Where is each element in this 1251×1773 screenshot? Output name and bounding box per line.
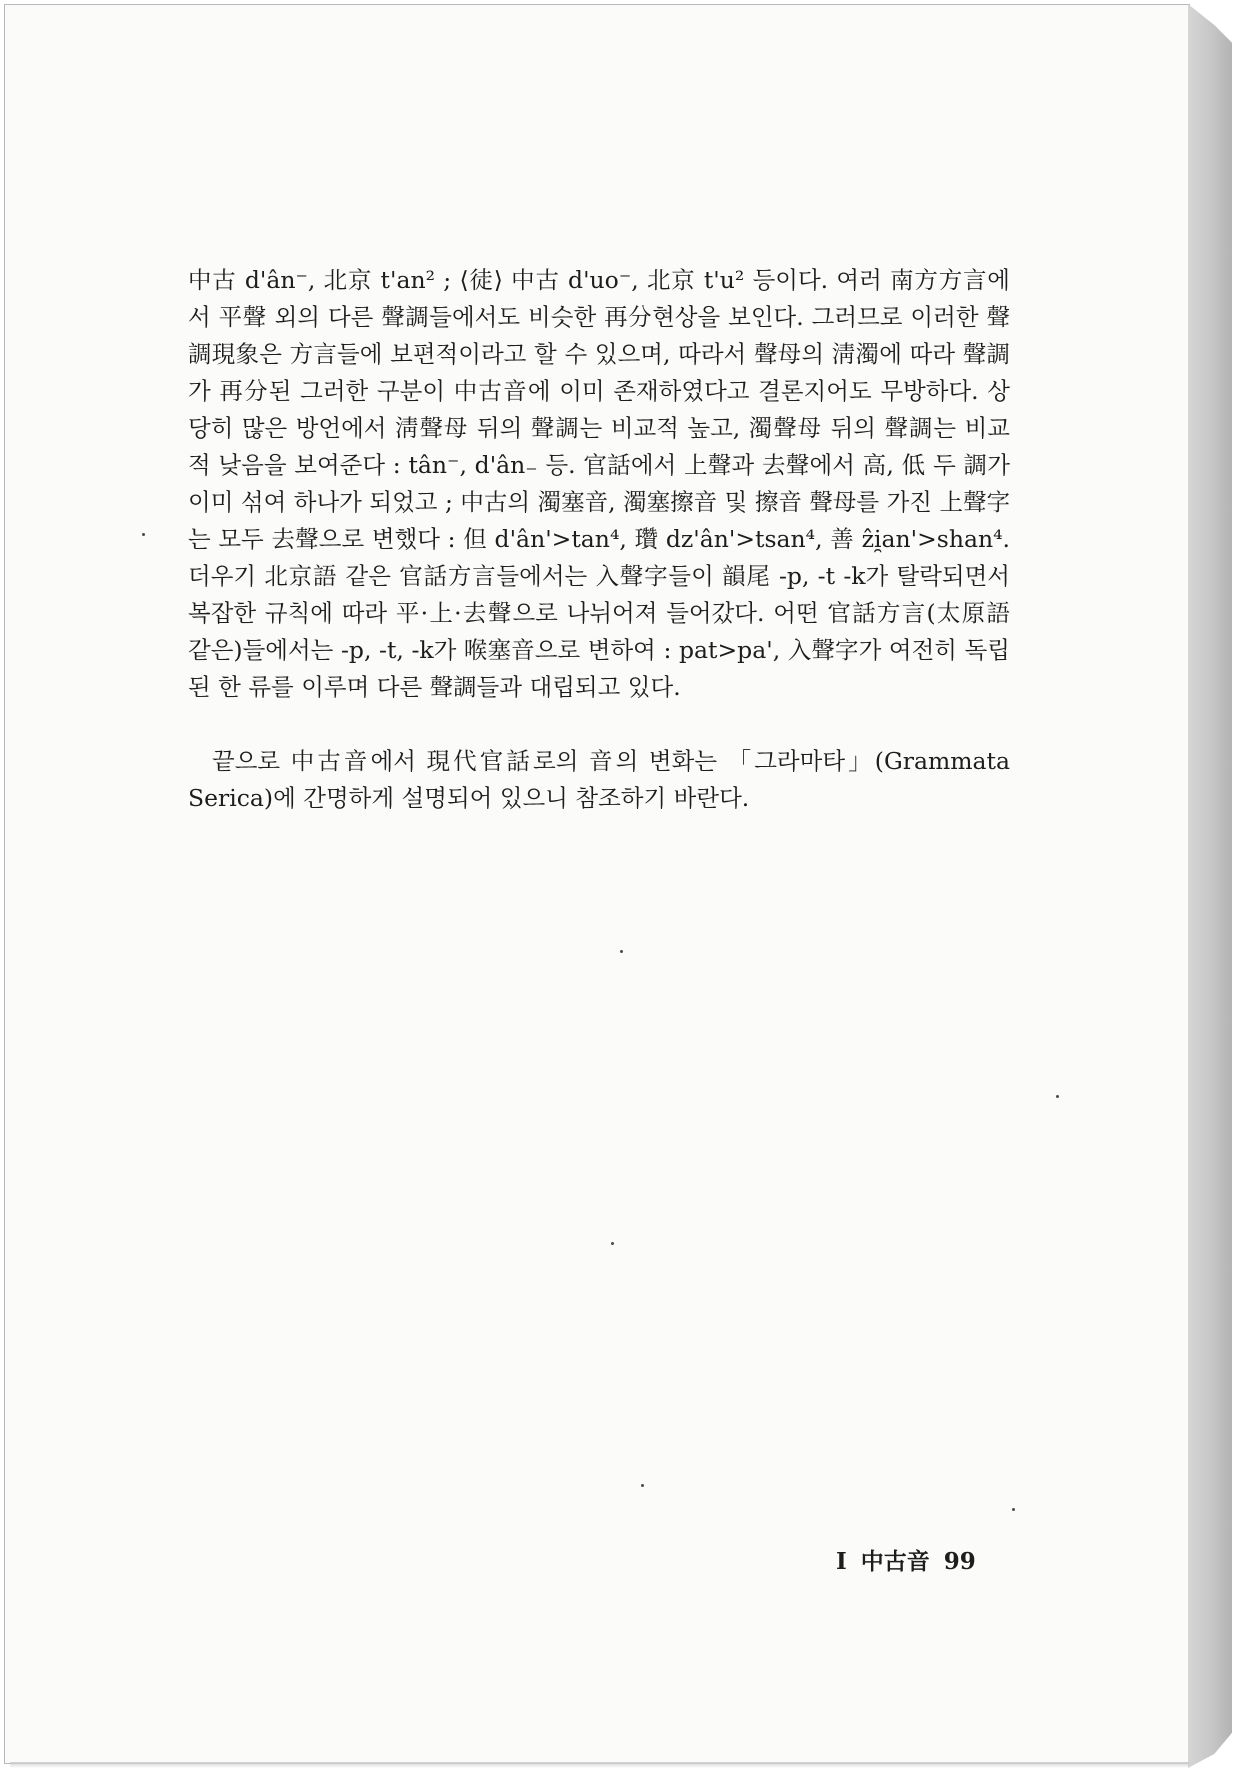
scan-speck (641, 1484, 644, 1487)
scan-speck (142, 533, 145, 536)
scan-speck (620, 950, 623, 953)
body-text (188, 262, 1010, 817)
paragraph-grammata-serica: 끝으로 中古音에서 現代官話로의 音의 변화는 「그라마타」(Grammata Serica)에 간명하게 설명되어 있으니 참조하기 바란다. (188, 747, 1010, 812)
page-footer (836, 1543, 1016, 1576)
footer-chapter-title: 中古音 (860, 1548, 930, 1575)
scan-speck (1056, 1095, 1059, 1098)
page-edge-shadow (1188, 4, 1232, 1768)
footer-page-number: 99 (943, 1548, 976, 1575)
footer-section-numeral: I (836, 1548, 847, 1575)
scan-speck (611, 1242, 614, 1245)
scan-speck (1012, 1508, 1015, 1511)
page-bottom-shadow (10, 1762, 1190, 1768)
paragraph-tone-split: 中古 d'ân⁻, 北京 t'an² ; ⟨徒⟩ 中古 d'uo⁻, 北京 t'u² 등이다. 여러 南方方言에서 平聲 외의 다른 聲調들에서도 비슷한 再分현상을 보인다. 그러므로 이러한 聲調現象은 方言들에 보편적이라고 할 수 있으며, 따라서 聲母의 淸濁에 따라 聲調가 再分된 그러한 구분이 中古音에 이미 존재하였다고 결론지어도 무방하다. 상당히 많은 방언에서 淸聲母 뒤의 聲調는 비교적 높고, 濁聲母 뒤의 聲調는 비교적 낮음을 보여준다 : tân⁻, d'ân₋ 등. 官話에서 上聲과 去聲에서 高, 低 두 調가 이미 섞여 하나가 되었고 ; 中古의 濁塞音, 濁塞擦音 및 擦音 聲母를 가진 上聲字는 모두 去聲으로 변했다 : 但 d'ân'>tan⁴, 瓚 dz'ân'>tsan⁴, 善 ẑi̯an'>shan⁴. 더우기 北京語 같은 官話方言들에서는 入聲字들이 韻尾 -p, -t -k가 탈락되면서 복잡한 규칙에 따라 平·上·去聲으로 나뉘어져 들어갔다. 어떤 官話方言(太原語 같은)들에서는 -p, -t, -k가 喉塞音으로 변하여 : pat>pa', 入聲字가 여전히 독립된 한 류를 이루며 다른 聲調들과 대립되고 있다. (188, 266, 1010, 701)
